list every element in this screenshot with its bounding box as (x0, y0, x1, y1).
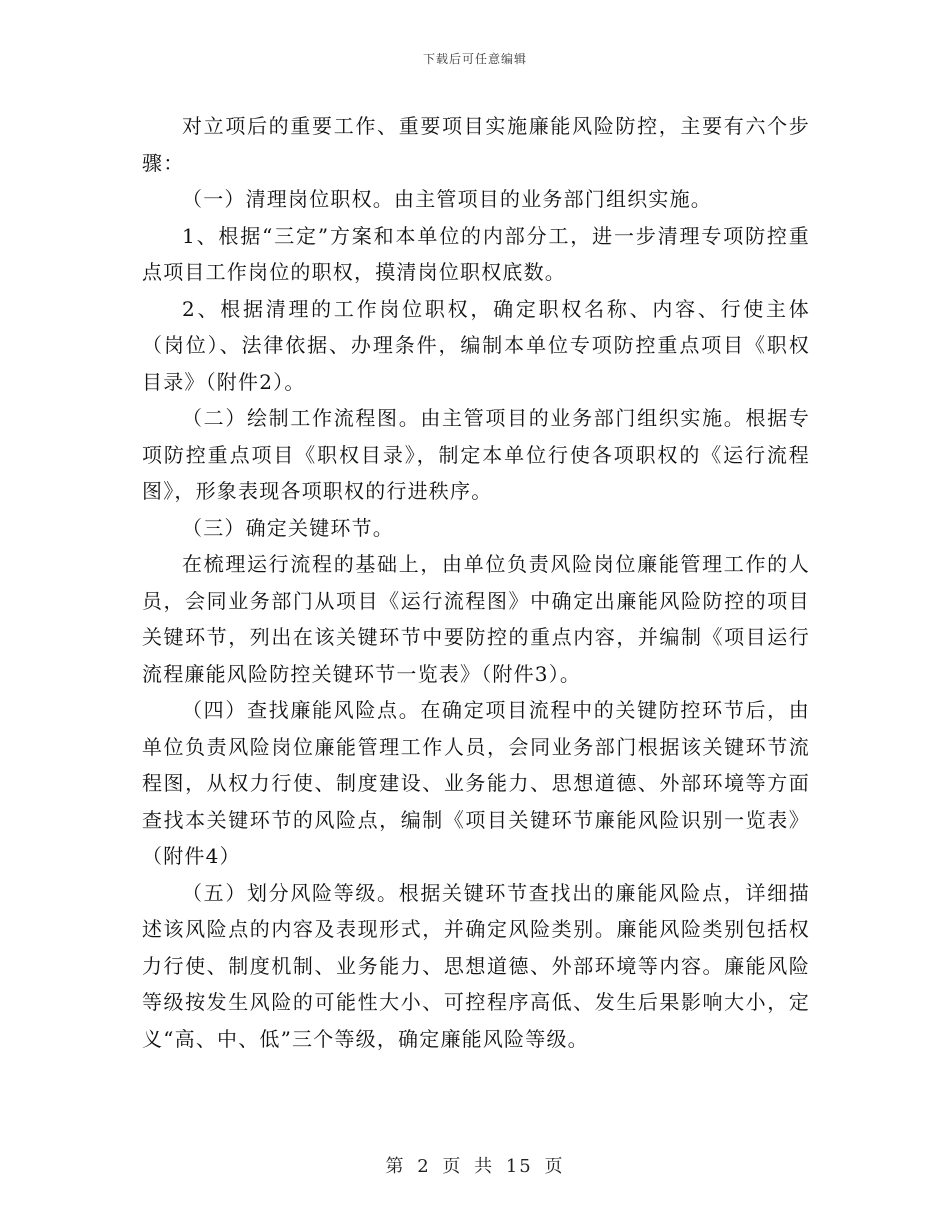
paragraph-step-1-item-1: 1、根据“三定”方案和本单位的内部分工，进一步清理专项防控重点项目工作岗位的职权，摸清岗位职权底数。 (142, 223, 810, 284)
paragraph-step-3-heading: （三）确定关键环节。 (182, 515, 394, 540)
paragraph-step-4: （四）查找廉能风险点。在确定项目流程中的关键防控环节后，由单位负责风险岗位廉能管理工作人员，会同业务部门根据该关键环节流程图，从权力行使、制度建设、业务能力、思想道德、外部环境等方面查找本关键环节的风险点，编制《项目关键环节廉能风险识别一览表》（附件4） (142, 698, 810, 868)
page-number-footer: 第 2 页 共 15 页 (385, 1156, 565, 1177)
paragraph-step-1-item-2: 2、根据清理的工作岗位职权，确定职权名称、内容、行使主体（岗位）、法律依据、办理条件，编制本单位专项防控重点项目《职权目录》（附件2）。 (142, 296, 810, 394)
page-header: 下载后可任意编辑 (422, 52, 527, 66)
paragraph-intro: 对立项后的重要工作、重要项目实施廉能风险防控，主要有六个步骤： (142, 114, 810, 175)
document-body (142, 108, 810, 1057)
paragraph-step-1-heading: （一）清理岗位职权。由主管项目的业务部门组织实施。 (182, 187, 712, 211)
paragraph-step-3-body: 在梳理运行流程的基础上，由单位负责风险岗位廉能管理工作的人员，会同业务部门从项目《运行流程图》中确定出廉能风险防控的项目关键环节，列出在该关键环节中要防控的重点内容，并编制《项目运行流程廉能风险防控关键环节一览表》（附件3）。 (142, 552, 810, 686)
paragraph-step-2: （二）绘制工作流程图。由主管项目的业务部门组织实施。根据专项防控重点项目《职权目录》，制定本单位行使各项职权的《运行流程图》，形象表现各项职权的行进秩序。 (142, 406, 810, 503)
paragraph-step-5: （五）划分风险等级。根据关键环节查找出的廉能风险点，详细描述该风险点的内容及表现形式，并确定风险类别。廉能风险类别包括权力行使、制度机制、业务能力、思想道德、外部环境等内容。廉能风险等级按发生风险的可能性大小、可控程序高低、发生后果影响大小，定义“高、中、低”三个等级，确定廉能风险等级。 (142, 880, 810, 1051)
